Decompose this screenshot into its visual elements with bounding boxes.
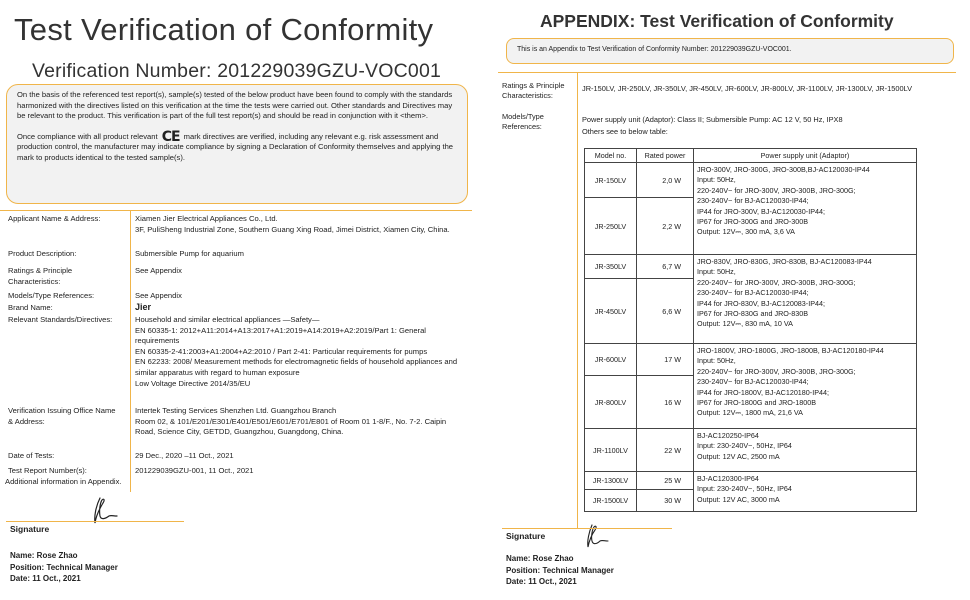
office-label: Verification Issuing Office Name & Address: [8, 406, 116, 426]
psu-line: Output: 12V AC, 2500 mA [697, 451, 780, 461]
appendix-note: This is an Appendix to Test Verification of Conformity Number: 201229039GZU-VOC001. [517, 46, 792, 53]
notice-paragraph-1: On the basis of the referenced test report(s), sample(s) tested of the below product have been found to comply with the standards harmonized with the directives listed on this verification at the time the tests were carried out. Other standards and Directives may be relevant to the product. This verification is part of the full test report(s) and should be read in conjunction with it <them>. [17, 90, 453, 121]
psu-line: IP67 for JRO-300G and JRO-300B [697, 217, 809, 227]
appendix-divider-column [577, 72, 578, 528]
dates-label: Date of Tests: [8, 451, 55, 460]
product-value: Submersible Pump for aquarium [135, 249, 244, 258]
model-cell: JR-800LV [585, 376, 637, 429]
header-rated-power: Rated power [637, 149, 694, 163]
psu-line: 220-240V~ for JRO-300V, JRO-300B, JRO-300G; [697, 277, 856, 287]
psu-line: JRO-1800V, JRO-1800G, JRO-1800B, BJ-AC120180-IP44 [697, 346, 884, 355]
standard-item: Household and similar electrical appliances —Safety— [135, 315, 320, 324]
appendix-ratings-value: JR-150LV, JR-250LV, JR-350LV, JR-450LV, JR-600LV, JR-800LV, JR-1100LV, JR-1300LV, JR-1500LV [582, 84, 913, 93]
model-cell: JR-250LV [585, 198, 637, 255]
appendix-signature-date: Date: 11 Oct., 2021 [506, 577, 577, 586]
appendix-models-line2: Others see to below table: [582, 127, 668, 136]
psu-cell [694, 255, 917, 344]
appendix-models-label: Models/Type References: [502, 112, 544, 131]
power-cell: 6,7 W [637, 255, 694, 279]
power-cell: 22 W [637, 429, 694, 472]
standards-list [135, 315, 465, 389]
psu-line: BJ-AC120300-IP64 [697, 474, 759, 483]
report-label: Test Report Number(s): [8, 466, 87, 475]
appendix-ratings-label: Ratings & Principle Characteristics: [502, 81, 565, 100]
compliance-notice-box [6, 84, 468, 204]
psu-line: Input: 50Hz, [697, 267, 736, 277]
psu-cell [694, 344, 917, 429]
power-cell: 2,2 W [637, 198, 694, 255]
verification-number: Verification Number: 201229039GZU-VOC001 [32, 60, 442, 82]
office-name: Intertek Testing Services Shenzhen Ltd. Guangzhou Branch [135, 406, 337, 415]
signatory-position: Position: Technical Manager [10, 562, 118, 572]
ce-mark-icon: CE [161, 128, 180, 145]
power-cell: 17 W [637, 344, 694, 376]
psu-line: 230-240V~ for BJ-AC120030-IP44; [697, 377, 809, 387]
models-value: See Appendix [135, 291, 182, 300]
standard-item: Low Voltage Directive 2014/35/EU [135, 378, 251, 388]
applicant-label: Applicant Name & Address: [8, 214, 101, 223]
model-cell: JR-150LV [585, 163, 637, 198]
model-cell: JR-350LV [585, 255, 637, 279]
appendix-signature-label: Signature [506, 531, 546, 541]
psu-line: IP44 for JRO-300V, BJ-AC120030-IP44; [697, 206, 825, 216]
office-address: Room 02, & 101/E201/E301/E401/E501/E601/E701/E801 of Room 01 1-8/F., No. 7-2. Caipin Road, Science City, GETDD, Guangzhou, Guangdong, China. [135, 416, 447, 437]
applicant-address: 3F, PuliSheng Industrial Zone, Southern Guang Xing Road, Jimei District, Xiamen City, China. [135, 224, 450, 234]
table-row [585, 429, 917, 472]
notice-paragraph-2 [17, 128, 457, 164]
ratings-label: Ratings & Principle Characteristics: [8, 266, 73, 286]
power-cell: 30 W [637, 490, 694, 512]
power-cell: 25 W [637, 472, 694, 490]
psu-line: Output: 12V⎓, 830 mA, 10 VA [697, 319, 793, 329]
report-value: 201229039GZU-001, 11 Oct., 2021 [135, 466, 254, 475]
psu-line: 230-240V~ for BJ-AC120030-IP44; [697, 196, 809, 206]
power-cell: 16 W [637, 376, 694, 429]
psu-line: IP44 for JRO-830V, BJ-AC120083-IP44; [697, 298, 825, 308]
applicant-value [135, 214, 465, 235]
table-row [585, 472, 917, 490]
appendix-signatory-name: Name: Rose Zhao [506, 554, 574, 563]
models-label: Models/Type References: [8, 291, 95, 300]
power-supply-table [584, 148, 917, 512]
psu-line: Input: 50Hz, [697, 356, 736, 366]
signature-line [6, 521, 184, 522]
table-row [585, 163, 917, 198]
appendix-models-line1: Power supply unit (Adaptor): Class II; Submersible Pump: AC 12 V, 50 Hz, IPX8 [582, 115, 843, 124]
notice-text-before-ce: Once compliance with all product relevant [17, 131, 158, 141]
dates-value: 29 Dec., 2020 –11 Oct., 2021 [135, 451, 234, 460]
left-page-title: Test Verification of Conformity [14, 12, 434, 47]
table-row [585, 344, 917, 376]
psu-line: Output: 12V AC, 3000 mA [697, 494, 780, 504]
psu-cell [694, 163, 917, 255]
signatory-block [10, 550, 118, 585]
appendix-note-box [506, 38, 954, 64]
divider-column [130, 210, 131, 492]
psu-line: 220-240V~ for JRO-300V, JRO-300B, JRO-300G; [697, 185, 856, 195]
model-cell: JR-450LV [585, 279, 637, 344]
psu-cell [694, 472, 917, 512]
divider-top [0, 210, 472, 211]
psu-line: 220-240V~ for JRO-300V, JRO-300B, JRO-300G; [697, 366, 856, 376]
standards-label: Relevant Standards/Directives: [8, 315, 113, 324]
signature-date: Date: 11 Oct., 2021 [10, 574, 81, 583]
signature-label: Signature [10, 524, 50, 534]
appendix-signature-scribble-icon [580, 522, 610, 552]
psu-line: IP44 for JRO-1800V, BJ-AC120180-IP44; [697, 387, 829, 397]
psu-line: Input: 50Hz, [697, 175, 736, 185]
psu-line: 230-240V~ for BJ-AC120030-IP44; [697, 288, 809, 298]
power-cell: 2,0 W [637, 163, 694, 198]
signature-scribble-icon [86, 494, 120, 528]
psu-line: Output: 12V⎓, 300 mA, 3,6 VA [697, 227, 795, 237]
additional-info: Additional information in Appendix. [5, 477, 122, 486]
office-value [135, 406, 465, 438]
model-cell: JR-1500LV [585, 490, 637, 512]
appendix-divider [498, 72, 956, 73]
psu-line: JRO-300V, JRO-300G, JRO-300B,BJ-AC120030-IP44 [697, 165, 870, 174]
brand-label: Brand Name: [8, 303, 53, 312]
model-cell: JR-1100LV [585, 429, 637, 472]
applicant-name: Xiamen Jier Electrical Appliances Co., Ltd. [135, 214, 278, 223]
psu-line: Input: 230-240V~, 50Hz, IP64 [697, 484, 792, 494]
standard-item: EN 60335-1: 2012+A11:2014+A13:2017+A1:2019+A14:2019+A2:2019/Part 1: General requirements [135, 325, 426, 346]
psu-line: Output: 12V⎓, 1800 mA, 21,6 VA [697, 408, 803, 418]
product-label: Product Description: [8, 249, 77, 258]
ratings-value: See Appendix [135, 266, 182, 275]
psu-line: JRO-830V, JRO-830G, JRO-830B, BJ-AC120083-IP44 [697, 257, 872, 266]
signatory-name: Name: Rose Zhao [10, 551, 78, 560]
power-cell: 6,6 W [637, 279, 694, 344]
notice-text-after-ce: mark directives are verified, including any relevant e.g. risk assessment and production control, the manufacturer may indicate compliance by signing a Declaration of Conformity themselves and applying the mark to products identical to the tested sample(s). [17, 131, 454, 162]
psu-line: IP67 for JRO-1800G and JRO-1800B [697, 398, 817, 408]
psu-line: IP67 for JRO-830G and JRO-830B [697, 309, 809, 319]
psu-cell [694, 429, 917, 472]
standard-item: EN 60335-2-41:2003+A1:2004+A2:2010 / Part 2-41: Particular requirements for pumps [135, 346, 428, 356]
psu-line: Input: 230-240V~, 50Hz, IP64 [697, 441, 792, 451]
appendix-title: APPENDIX: Test Verification of Conformity [540, 11, 894, 31]
table-row [585, 255, 917, 279]
standard-item: EN 62233: 2008/ Measurement methods for electromagnetic fields of household appliances and similar apparatus with regard to human exposure [135, 357, 458, 377]
table-header-row [585, 149, 917, 163]
appendix-signatory-block [506, 553, 614, 588]
header-power-supply: Power supply unit (Adaptor) [694, 149, 917, 163]
appendix-signature-line [502, 528, 672, 529]
model-cell: JR-600LV [585, 344, 637, 376]
psu-line: BJ-AC120250-IP64 [697, 431, 759, 440]
model-cell: JR-1300LV [585, 472, 637, 490]
header-model: Model no. [585, 149, 637, 163]
appendix-signatory-position: Position: Technical Manager [506, 565, 614, 575]
brand-value: Jier [135, 302, 152, 312]
